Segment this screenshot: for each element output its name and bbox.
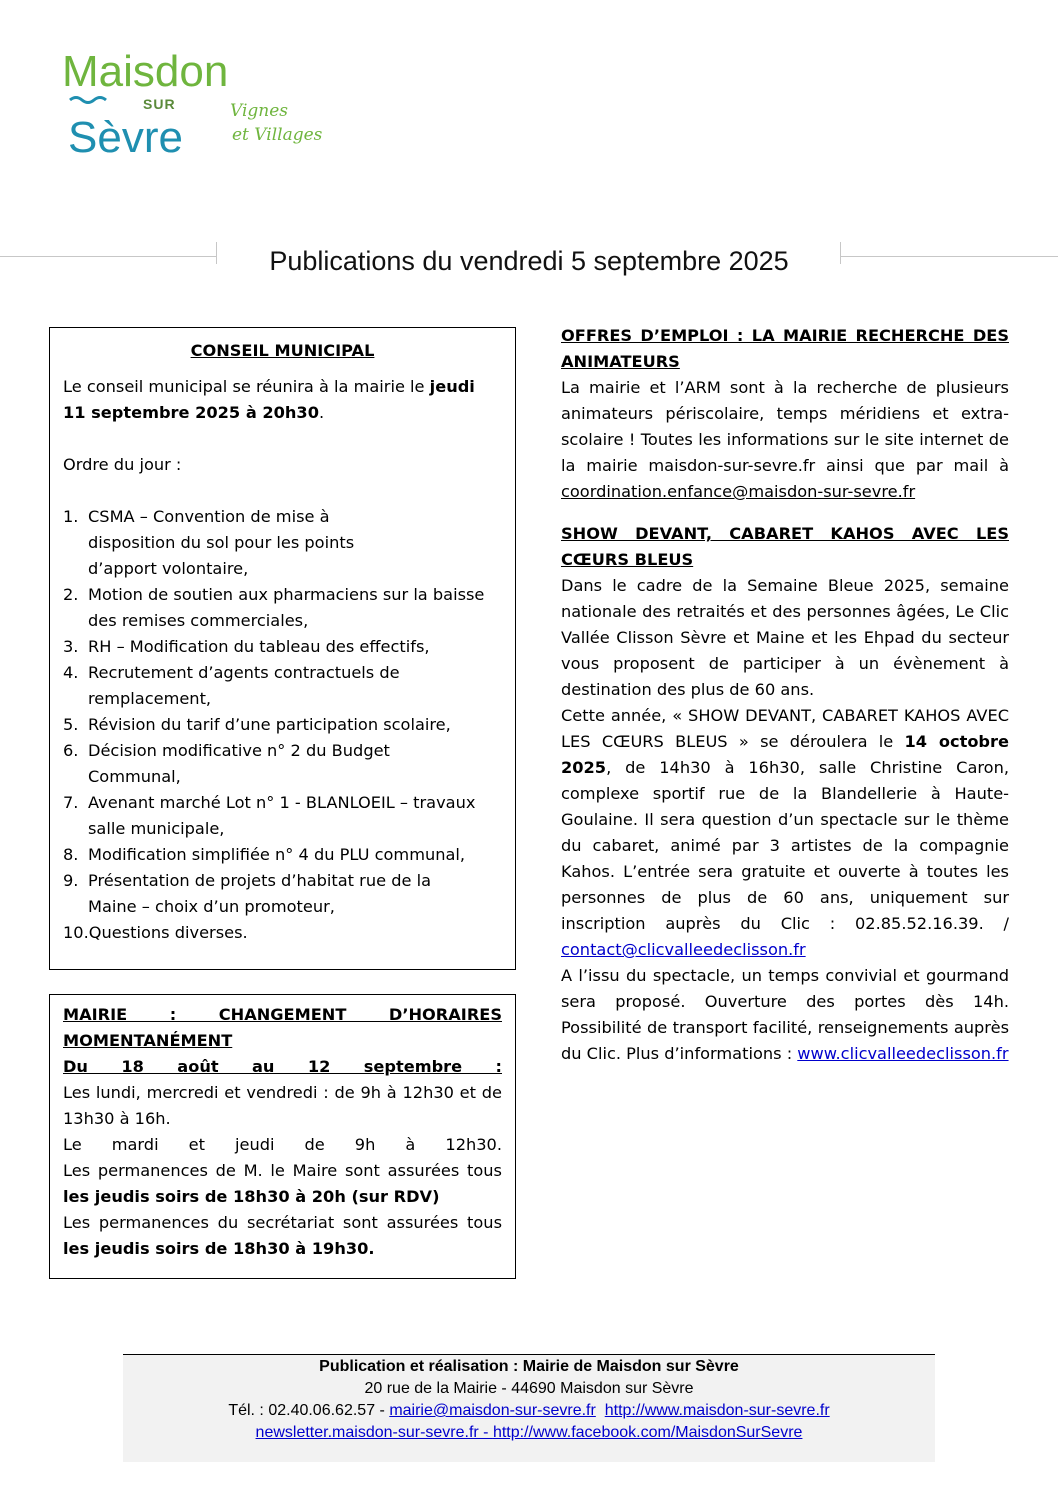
conseil-intro-end: . [318, 403, 325, 422]
logo-sevre-text: Sèvre [68, 113, 183, 162]
conseil-intro-date: jeudi 11 septembre 2025 à 20h30 [63, 377, 475, 422]
conseil-municipal-box [49, 327, 516, 970]
agenda-item [63, 738, 468, 790]
mairie-permanence-maire [63, 1158, 502, 1210]
permanence-secretariat-text: Les permanences du secrétariat sont assurées tous [63, 1213, 502, 1232]
agenda-item-number: 6. [63, 741, 79, 760]
agenda-item-text: RH – Modification du tableau des effectifs, [88, 637, 430, 656]
agenda-item-text: CSMA – Convention de mise à disposition du sol pour les points d’apport volontaire, [88, 507, 355, 578]
title-row [0, 240, 1058, 290]
agenda-item-text: Questions diverses. [88, 923, 248, 942]
emploi-heading: OFFRES D’EMPLOI : LA MAIRIE RECHERCHE DES ANIMATEURS [561, 326, 1009, 371]
show-paragraph-3 [561, 963, 1009, 1067]
show-heading: SHOW DEVANT, CABARET KAHOS AVEC LES CŒURS BLEUS [561, 524, 1009, 569]
agenda-item [63, 790, 478, 842]
footer-publication: Publication et réalisation : Mairie de Maisdon sur Sèvre [319, 1358, 739, 1375]
agenda-item-text: Révision du tarif d’une participation scolaire, [88, 715, 451, 734]
agenda-item-number: 7. [63, 793, 79, 812]
agenda-item-number: 10. [63, 923, 89, 942]
emploi-text [561, 375, 1009, 505]
mairie-period: Du 18 août au 12 septembre : [63, 1057, 502, 1076]
emploi-body: La mairie et l’ARM sont à la recherche de plusieurs animateurs périscolaire, temps méridiens et extra-scolaire ! Toutes les informations sur le site internet de la mairie maisdon-sur-sevre.fr ainsi que par mail à [561, 378, 1009, 475]
agenda-item [63, 634, 478, 660]
agenda-item-number: 8. [63, 845, 79, 864]
agenda-list [63, 504, 485, 946]
footer-newsletter-link[interactable] [256, 1424, 493, 1441]
agenda-item-number: 1. [63, 507, 79, 526]
agenda-item [63, 582, 488, 634]
logo-tagline-2: et Villages [232, 125, 323, 145]
agenda-item-text: Recrutement d’agents contractuels de remplacement, [88, 663, 400, 708]
show-p2-details: , de 14h30 à 16h30, salle Christine Caron, complexe sportif rue de la Blandellerie à Haute-Goulaine. Il sera question d’un spectacle sur le thème du cabaret, animé par 3 artistes de la compagnie Kahos. L’entrée sera gratuite et ouverte à toutes les personnes de plus de 60 ans, uniquement sur inscription auprès du Clic : 02.85.52.16.39. / [561, 758, 1009, 933]
agenda-item-text: Modification simplifiée n° 4 du PLU communal, [88, 845, 466, 864]
show-paragraph-2 [561, 703, 1009, 963]
page-title: Publications du vendredi 5 septembre 2025 [269, 246, 789, 276]
show-p3-text: A l’issu du spectacle, un temps convivial et gourmand sera proposé. Ouverture des portes dès 14h. Possibilité de transport facilité, renseignements auprès du Clic. Plus d’informations : [561, 966, 1009, 1063]
agenda-item-text: Avenant marché Lot n° 1 - BLANLOEIL – travaux salle municipale, [88, 793, 476, 838]
agenda-item [63, 712, 478, 738]
mairie-heading: MAIRIE : CHANGEMENT D’HORAIRES MOMENTANÉMENT [63, 1005, 502, 1050]
agenda-item [63, 660, 468, 712]
footer [123, 1354, 935, 1462]
conseil-intro [63, 374, 502, 426]
footer-links [123, 1422, 935, 1444]
agenda-item-number: 3. [63, 637, 79, 656]
show-paragraph-1: Dans le cadre de la Semaine Bleue 2025, semaine nationale des retraités et des personnes âgées, Le Clic Vallée Clisson Sèvre et Maine et les Ehpad du secteur vous proposent de participer à un évènement à destination des plus de 60 ans. [561, 576, 1009, 699]
conseil-heading: CONSEIL MUNICIPAL [190, 341, 375, 360]
agenda-item [63, 842, 478, 868]
agenda-item-text: Motion de soutien aux pharmaciens sur la baisse des remises commerciales, [88, 585, 485, 630]
agenda-item-number: 5. [63, 715, 79, 734]
footer-contact [123, 1400, 935, 1422]
right-column [561, 323, 1009, 1067]
agenda-item-number: 2. [63, 585, 79, 604]
show-date: 14 octobre 2025 [561, 732, 1009, 777]
logo-maisdon-text: Maisdon [62, 48, 229, 96]
footer-facebook-link[interactable]: http://www.facebook.com/MaisdonSurSevre [492, 1424, 803, 1441]
agenda-item-text: Décision modificative n° 2 du Budget Communal, [88, 741, 390, 786]
agenda-item-number: 9. [63, 871, 79, 890]
mairie-hours-1: Les lundi, mercredi et vendredi : de 9h à 12h30 et de 13h30 à 16h. [63, 1083, 502, 1128]
emploi-email-link[interactable]: coordination.enfance@maisdon-sur-sevre.fr [561, 482, 916, 501]
clic-email-link[interactable]: contact@clicvalleedeclisson.fr [561, 940, 806, 959]
agenda-item-text: Présentation de projets d’habitat rue de la Maine – choix d’un promoteur, [88, 871, 431, 916]
show-p2-text: Cette année, « SHOW DEVANT, CABARET KAHOS AVEC LES CŒURS BLEUS » se déroulera le [561, 706, 1009, 751]
permanence-maire-text: Les permanences de M. le Maire sont assurées tous [63, 1161, 502, 1180]
mairie-permanence-secretariat [63, 1210, 502, 1262]
agenda-item [63, 920, 478, 946]
permanence-maire-time: les jeudis soirs de 18h30 à 20h (sur RDV) [63, 1187, 440, 1206]
agenda-item [63, 504, 378, 582]
conseil-intro-text: Le conseil municipal se réunira à la mairie le [63, 377, 430, 396]
agenda-item [63, 868, 483, 920]
clic-website-link[interactable]: www.clicvalleedeclisson.fr [797, 1044, 1009, 1063]
mairie-hours-2: Le mardi et jeudi de 9h à 12h30. [63, 1135, 502, 1154]
agenda-item-number: 4. [63, 663, 79, 682]
footer-address: 20 rue de la Mairie - 44690 Maisdon sur Sèvre [364, 1380, 694, 1397]
maisdon-logo [62, 48, 332, 168]
footer-newsletter-text: newsletter.maisdon-sur-sevre.fr - [255, 1424, 493, 1441]
ordre-du-jour-label: Ordre du jour : [63, 455, 182, 474]
logo-tagline-1: Vignes [230, 101, 289, 121]
mairie-horaires-box [49, 994, 516, 1279]
footer-phone: Tél. : 02.40.06.62.57 - [228, 1402, 390, 1419]
footer-website-link[interactable]: http://www.maisdon-sur-sevre.fr [604, 1402, 830, 1419]
permanence-secretariat-time: les jeudis soirs de 18h30 à 19h30. [63, 1239, 375, 1258]
logo-sur-text: SUR [143, 96, 176, 112]
logo-wave-icon [70, 98, 106, 103]
footer-email-link[interactable]: mairie@maisdon-sur-sevre.fr [389, 1402, 596, 1419]
